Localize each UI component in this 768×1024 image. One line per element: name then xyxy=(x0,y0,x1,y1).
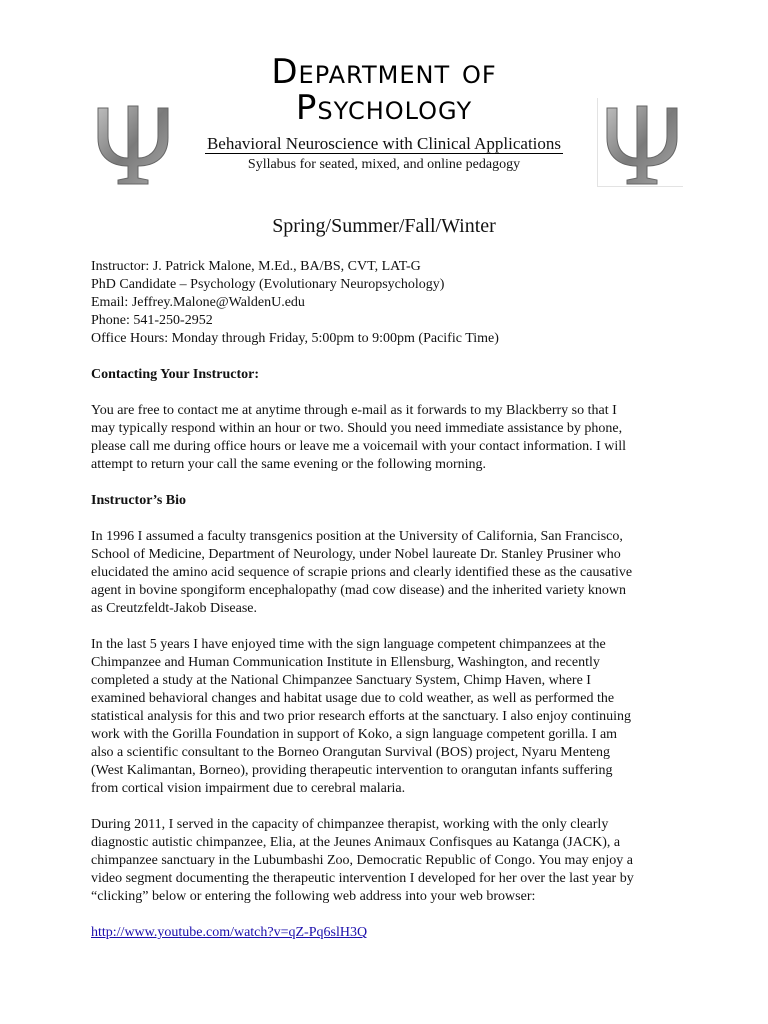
instructor-phone: Phone: 541-250-2952 xyxy=(91,313,213,328)
text-line: attempt to return your call the same evening or the following morning. xyxy=(91,457,487,472)
bio-heading: Instructor’s Bio xyxy=(91,493,187,508)
pedagogy-note: Syllabus for seated, mixed, and online pedagogy xyxy=(247,157,521,172)
text-line: During 2011, I served in the capacity of chimpanzee therapist, working with the only clearly xyxy=(91,817,609,832)
instructor-email: Email: Jeffrey.Malone@WaldenU.edu xyxy=(91,295,305,310)
text-line: may typically respond within an hour or two. Should you need immediate assistance by phone, xyxy=(91,421,623,436)
office-hours: Office Hours: Monday through Friday, 5:00pm to 9:00pm (Pacific Time) xyxy=(91,331,499,346)
course-subtitle xyxy=(0,134,768,154)
syllabus-body xyxy=(91,258,681,942)
text-line: please call me during office hours or leave me a voicemail with your contact information. I will xyxy=(91,439,627,454)
title-line-1: Department of xyxy=(271,52,497,92)
text-line: diagnostic autistic chimpanzee, Elia, at the Jeunes Animaux Confisques au Katanga (JACK), a xyxy=(91,835,621,850)
instructor-degree: PhD Candidate – Psychology (Evolutionary Neuropsychology) xyxy=(91,277,445,292)
contacting-heading: Contacting Your Instructor: xyxy=(91,367,259,382)
bio-paragraph-2 xyxy=(91,636,681,798)
title-line-2: Psychology xyxy=(295,88,473,128)
text-line: School of Medicine, Department of Neurology, under Nobel laureate Dr. Stanley Prusiner who xyxy=(91,547,621,562)
bio-paragraph-3 xyxy=(91,816,681,906)
text-line: examined behavioral changes and habitat usage due to cold weather, as well as performed the xyxy=(91,691,615,706)
text-line: In 1996 I assumed a faculty transgenics position at the University of California, San Francisco, xyxy=(91,529,623,544)
text-line: completed a study at the National Chimpanzee Sanctuary System, Chimp Haven, where I xyxy=(91,673,591,688)
instructor-info xyxy=(91,258,681,348)
course-subtitle-text: Behavioral Neuroscience with Clinical Applications xyxy=(206,134,562,153)
text-line: also a scientific consultant to the Borneo Orangutan Survival (BOS) project, Nyaru Menteng xyxy=(91,745,611,760)
text-line: agent in bovine spongiform encephalopathy (mad cow disease) and the inherited variety known xyxy=(91,583,626,598)
bio-paragraph-1 xyxy=(91,528,681,618)
text-line: as Creutzfeldt-Jakob Disease. xyxy=(91,601,257,616)
text-line: You are free to contact me at anytime through e-mail as it forwards to my Blackberry so that I xyxy=(91,403,617,418)
text-line: statistical analysis for this and two prior research efforts at the sanctuary. I also enjoy continuing xyxy=(91,709,632,724)
term-heading: Spring/Summer/Fall/Winter xyxy=(272,215,496,237)
text-line: “clicking” below or entering the following web address into your web browser: xyxy=(91,889,536,904)
text-line: elucidated the amino acid sequence of scrapie prions and clearly identified these as the causative xyxy=(91,565,633,580)
text-line: (West Kalimantan, Borneo), providing therapeutic intervention to orangutan infants suffering xyxy=(91,763,613,778)
text-line: chimpanzee sanctuary in the Lubumbashi Zoo, Democratic Republic of Congo. You may enjoy a xyxy=(91,853,633,868)
text-line: Chimpanzee and Human Communication Institute in Ellensburg, Washington, and recently xyxy=(91,655,600,670)
department-title xyxy=(0,54,768,126)
video-link[interactable]: http://www.youtube.com/watch?v=qZ-Pq6slH3Q xyxy=(91,925,368,940)
text-line: In the last 5 years I have enjoyed time with the sign language competent chimpanzees at the xyxy=(91,637,606,652)
document-header xyxy=(0,54,768,174)
text-line: from cortical vision impairment due to cerebral malaria. xyxy=(91,781,406,796)
text-line: work with the Gorilla Foundation in support of Koko, a sign language competent gorilla. I am xyxy=(91,727,618,742)
contacting-paragraph xyxy=(91,402,681,474)
text-line: video segment documenting the therapeutic intervention I developed for her over the last year by xyxy=(91,871,634,886)
instructor-name: Instructor: J. Patrick Malone, M.Ed., BA/BS, CVT, LAT-G xyxy=(91,259,421,274)
